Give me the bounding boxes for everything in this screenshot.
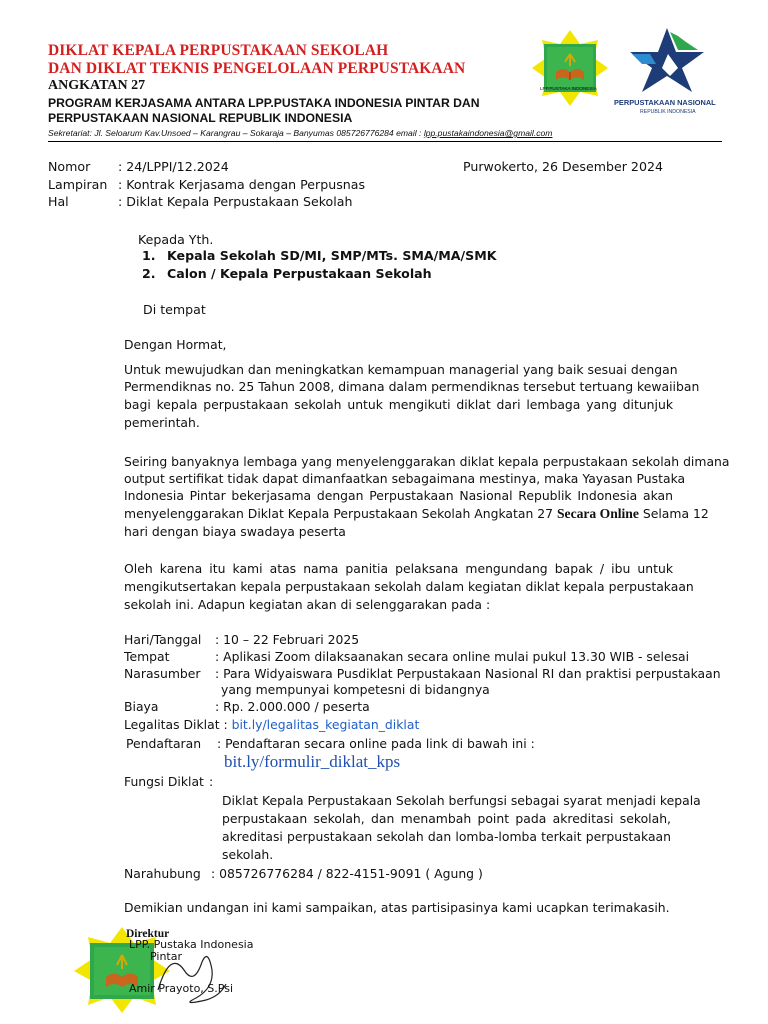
header-title-line2: DAN DIKLAT TEKNIS PENGELOLAAN PERPUSTAKAAN (48, 60, 466, 77)
recipient-1-number: 1. (142, 248, 156, 263)
narasumber-label: Narasumber (124, 666, 201, 681)
legalitas-row (124, 716, 419, 733)
header-program-line1: PROGRAM KERJASAMA ANTARA LPP.PUSTAKA INDONESIA PINTAR DAN (48, 96, 480, 110)
header-title-line1: DIKLAT KEPALA PERPUSTAKAAN SEKOLAH (48, 42, 389, 59)
secretariat-email[interactable]: lpp.pustakaindonesia@gmail.com (423, 128, 553, 138)
fungsi-line1: Diklat Kepala Perpustakaan Sekolah berfungsi sebagai syarat menjadi kepala (222, 793, 701, 808)
secretariat-text: Sekretariat: Jl. Seloarum Kav.Unsoed – Karangrau – Sokaraja – Banyumas 085726776284 email : (48, 128, 424, 138)
place-date: Purwokerto, 26 Desember 2024 (463, 159, 663, 174)
narahubung-value: : 085726776284 / 822-4151-9091 ( Agung ) (211, 866, 483, 881)
recipient-2: Calon / Kepala Perpustakaan Sekolah (167, 266, 432, 281)
header-secretariat (48, 128, 552, 138)
fungsi-label: Fungsi Diklat (124, 774, 204, 789)
narahubung-label: Narahubung (124, 866, 201, 881)
legalitas-link[interactable]: bit.ly/legalitas_kegiatan_diklat (231, 717, 420, 732)
lampiran-value: : Kontrak Kerjasama dengan Perpusnas (118, 177, 366, 192)
lpp-logo (530, 28, 610, 108)
p2-secara-online: Secara Online (556, 506, 639, 521)
p2-line4-start: menyelenggarakan Diklat Kepala Perpustakaan Sekolah Angkatan 27 (124, 506, 557, 521)
recipient-2-number: 2. (142, 266, 156, 281)
p3-line3: sekolah ini. Adapun kegiatan akan di selenggarakan pada : (124, 597, 491, 612)
nomor-value: : 24/LPPI/12.2024 (118, 159, 229, 174)
biaya-label: Biaya (124, 699, 159, 714)
hari-label: Hari/Tanggal (124, 632, 202, 647)
perpusnas-logo-text: PERPUSTAKAAN NASIONAL (614, 98, 716, 107)
closing-text: Demikian undangan ini kami sampaikan, atas partisipasinya kami ucapkan terimakasih. (124, 900, 670, 915)
signature-org-line2: Pintar (150, 950, 182, 963)
fungsi-line2: perpustakaan sekolah, dan menambah point pada akreditasi sekolah, (222, 811, 671, 826)
p1-line1: Untuk mewujudkan dan meningkatkan kemampuan managerial yang baik sesuai dengan (124, 362, 678, 377)
di-tempat: Di tempat (143, 302, 206, 317)
narasumber-value-1: : Para Widyaiswara Pusdiklat Perpustakaan Nasional RI dan praktisi perpustakaan (215, 666, 721, 681)
pendaftaran-link[interactable]: bit.ly/formulir_diklat_kps (224, 752, 401, 771)
legalitas-label: Legalitas Diklat : (124, 717, 232, 732)
perpusnas-logo (612, 24, 722, 120)
nomor-label: Nomor (48, 159, 91, 174)
header-angkatan: ANGKATAN 27 (48, 78, 146, 93)
pendaftaran-value: : Pendaftaran secara online pada link di bawah ini : (217, 736, 535, 751)
p2-line3: Indonesia Pintar bekerjasama dengan Perpustakaan Nasional Republik Indonesia akan (124, 488, 673, 503)
recipient-1: Kepala Sekolah SD/MI, SMP/MTs. SMA/MA/SMK (167, 248, 497, 263)
p2-line2: output sertifikat tidak dapat dimanfaatkan sebagaimana mestinya, maka Yayasan Pustaka (124, 471, 686, 486)
fungsi-line4: sekolah. (222, 847, 274, 862)
p2-line1: Seiring banyaknya lembaga yang menyelenggarakan diklat kepala perpustakaan sekolah dimana (124, 454, 730, 469)
narasumber-value-2: yang mempunyai kompetesni di bidangnya (221, 682, 490, 697)
kepada-yth: Kepada Yth. (138, 232, 214, 247)
p2-line4-end: Selama 12 (638, 506, 709, 521)
p2-line4 (124, 505, 709, 522)
p1-line3: bagi kepala perpustakaan sekolah untuk mengikuti diklat dari lembaga yang ditunjuk (124, 397, 673, 412)
header-program-line2: PERPUSTAKAAN NASIONAL REPUBLIK INDONESIA (48, 111, 353, 125)
p3-line2: mengikutsertakan kepala perpustakaan sekolah dalam kegiatan diklat kepala perpustakaan (124, 579, 694, 594)
tempat-value: : Aplikasi Zoom dilaksaanakan secara online mulai pukul 13.30 WIB - selesai (215, 649, 690, 664)
perpusnas-star-icon (612, 24, 722, 96)
salutation: Dengan Hormat, (124, 337, 227, 352)
lpp-logo-icon (530, 28, 610, 108)
p2-line5: hari dengan biaya swadaya peserta (124, 524, 346, 539)
lampiran-label: Lampiran (48, 177, 108, 192)
perpusnas-logo-subtext: REPUBLIK INDONESIA (640, 109, 696, 115)
hal-value: : Diklat Kepala Perpustakaan Sekolah (118, 194, 353, 209)
hal-label: Hal (48, 194, 69, 209)
biaya-value: : Rp. 2.000.000 / peserta (215, 699, 370, 714)
signature-name: Amir Prayoto, S.Psi (129, 982, 234, 995)
signature-title: Direktur (126, 928, 170, 940)
pendaftaran-label: Pendaftaran (126, 736, 202, 751)
lpp-logo-text: LPP.PUSTAKA INDONESIA (540, 86, 597, 91)
fungsi-colon: : (209, 774, 214, 789)
p3-line1: Oleh karena itu kami atas nama panitia pelaksana mengundang bapak / ibu untuk (124, 561, 673, 576)
fungsi-line3: akreditasi perpustakaan sekolah dan lomba-lomba terkait perpustakaan (222, 829, 671, 844)
p1-line4: pemerintah. (124, 415, 200, 430)
hari-value: : 10 – 22 Februari 2025 (215, 632, 360, 647)
p1-line2: Permendiknas no. 25 Tahun 2008, dimana dalam permendiknas tersebut tertuang kewaiiban (124, 379, 700, 394)
tempat-label: Tempat (124, 649, 170, 664)
header-divider (48, 141, 722, 142)
signature-org-line1: LPP. Pustaka Indonesia (129, 938, 254, 951)
